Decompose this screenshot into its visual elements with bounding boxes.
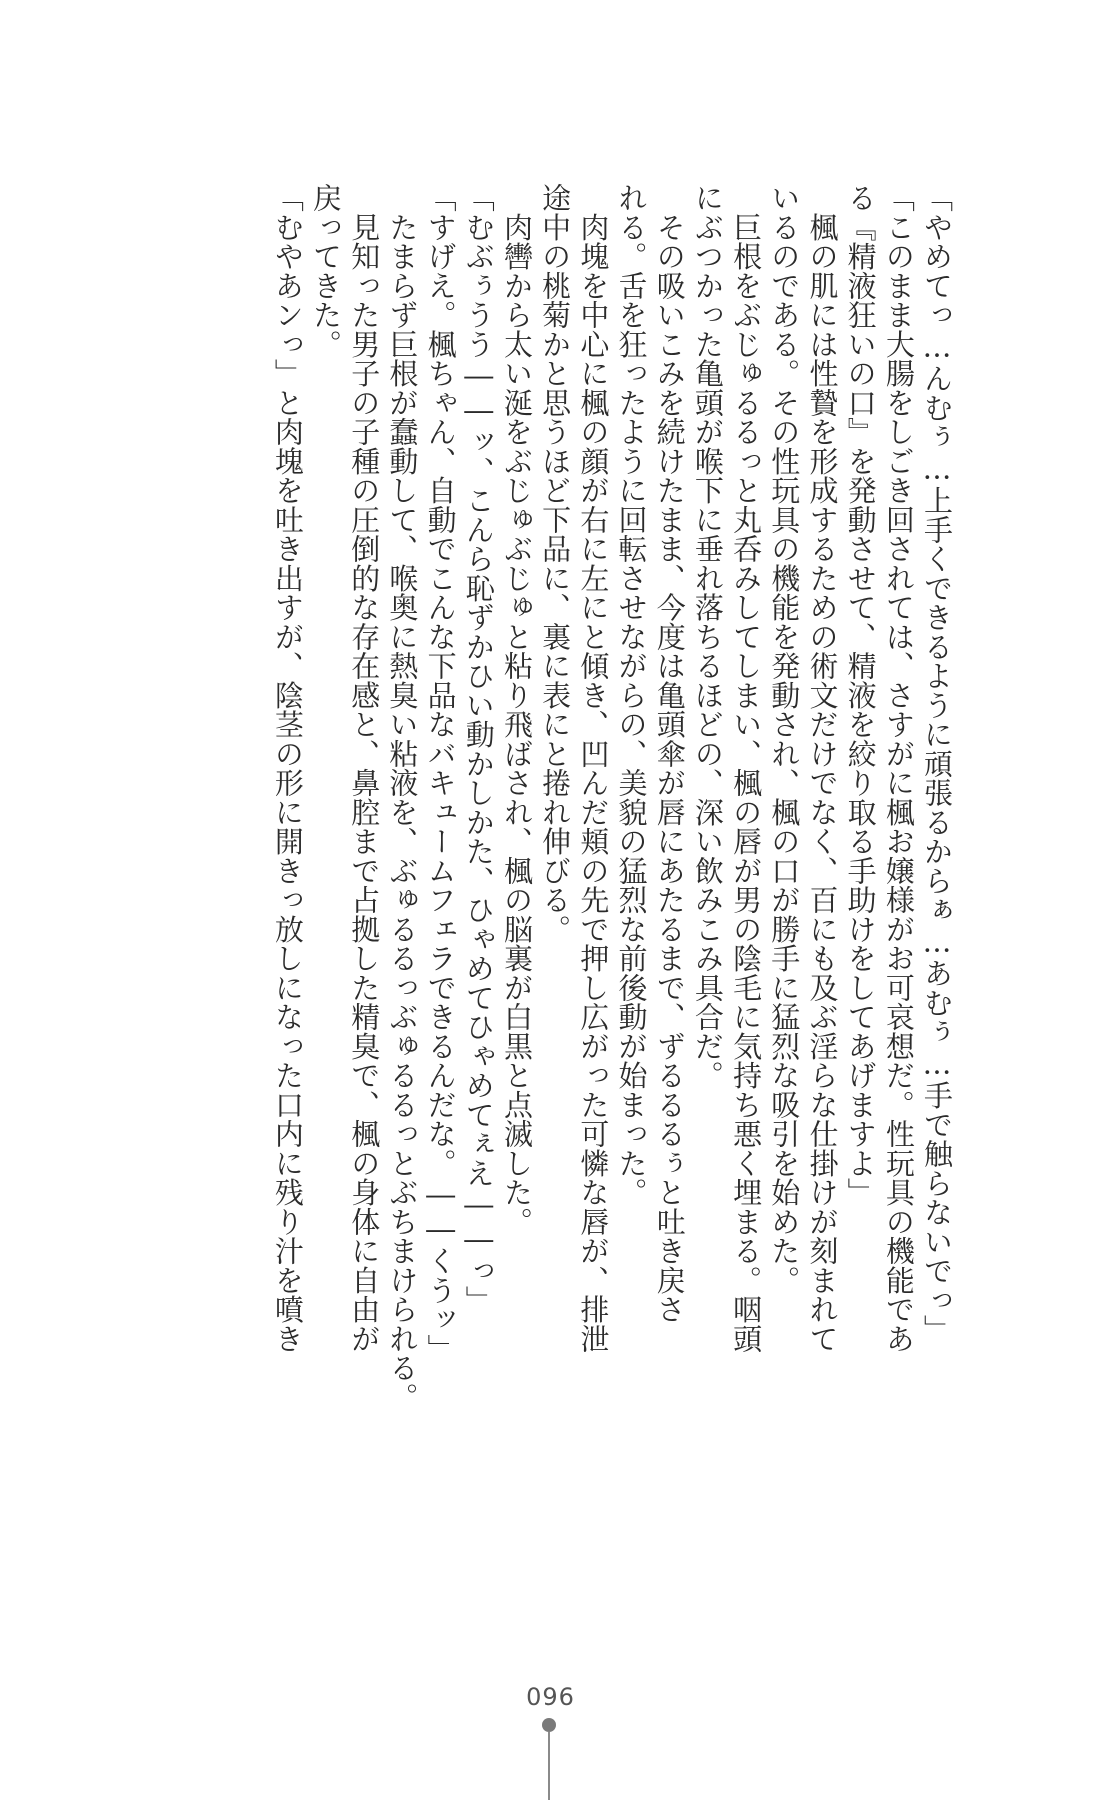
text-line: 楓の肌には性贄を形成するための術文だけでなく、百にも及ぶ淫らな仕掛けが刻まれて [805,183,840,1353]
text-line: にぶつかった亀頭が喉下に垂れ落ちるほどの、深い飲みこみ具合だ。 [690,183,725,1090]
text-line: 途中の桃菊かと思うほど下品に、裏に表にと捲れ伸びる。 [538,183,573,944]
text-line: その吸いこみを続けたまま、今度は亀頭傘が唇にあたるまで、ずるるるぅと吐き戻さ [652,183,687,1324]
vertical-text-block [270,183,954,1503]
text-line: いるのである。その性玩具の機能を発動され、楓の口が勝手に猛烈な吸引を始めた。 [767,183,802,1295]
text-line: 巨根をぶじゅるるっと丸呑みしてしまい、楓の唇が男の陰毛に気持ち悪く埋まる。咽頭 [729,183,764,1353]
text-line: 肉轡から太い涎をぶじゅぶじゅと粘り飛ばされ、楓の脳裏が白黒と点滅した。 [499,183,534,1236]
text-line: 「むやあンっ」と肉塊を吐き出すが、陰茎の形に開きっ放しになった口内に残り汁を噴き [270,183,305,1353]
text-line: 「むぶぅうう――ッ、こんら恥ずかひい動かしかた、ひゃめてひゃめてぇえ――っ」 [461,183,496,1315]
page-number: 096 [526,1683,575,1711]
text-line: たまらず巨根が蠢動して、喉奥に熱臭い粘液を、ぶゅるるっぶゅるるっとぶちまけられる。 [385,183,420,1412]
text-line: 肉塊を中心に楓の顔が右に左にと傾き、凹んだ頬の先で押し広がった可憐な唇が、排泄 [576,183,611,1353]
text-line: 「すげえ。楓ちゃん、自動でこんな下品なバキュームフェラできるんだな。――くうッ」 [423,183,458,1363]
text-line: る『精液狂いの口』を発動させて、精液を絞り取る手助けをしてあげますよ」 [843,183,878,1207]
page-marker-line [548,1732,550,1800]
text-line: 「このまま大腸をしごき回されては、さすがに楓お嬢様がお可哀想だ。性玩具の機能であ [881,183,916,1353]
text-line: 戻ってきた。 [309,183,343,359]
page-marker-dot-icon [542,1718,556,1732]
text-line: 「やめてっ…んむぅ…上手くできるように頑張るからぁ…あむぅ…手で触らないでっ」 [920,183,954,1344]
text-line: 見知った男子の子種の圧倒的な存在感と、鼻腔まで占拠した精臭で、楓の身体に自由が [347,183,382,1353]
text-line: れる。舌を狂ったように回転させながらの、美貌の猛烈な前後動が始まった。 [614,183,649,1207]
